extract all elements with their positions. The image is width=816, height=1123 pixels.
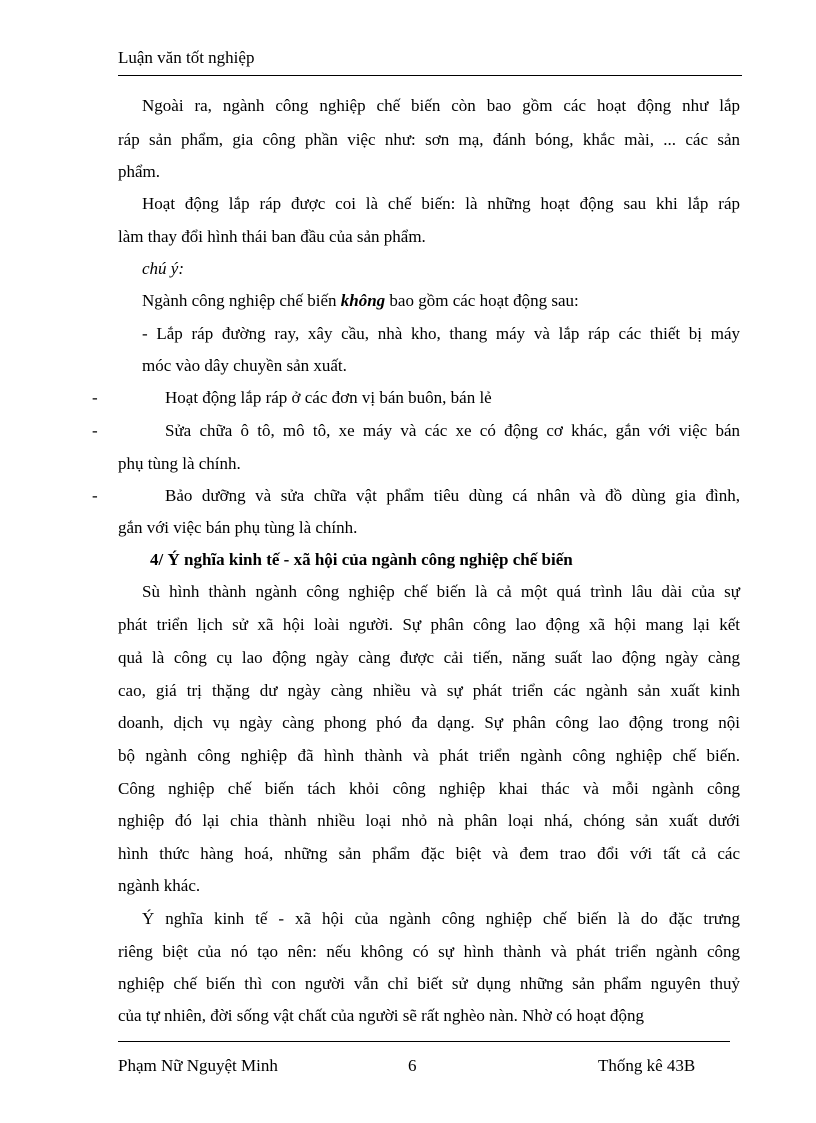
header-title: Luận văn tốt nghiệp [118, 48, 255, 67]
list-item-line: Bảo dưỡng và sửa chữa vật phẩm tiêu dùng cá nhân và đồ dùng gia đình, [165, 486, 740, 505]
paragraph-line: nghiệp đó lại chia thành nhiều loại nhỏ nà phân loại nhá, chóng sản xuất dưới [118, 811, 740, 830]
paragraph-line: doanh, dịch vụ ngày càng phong phó đa dạng. Sự phân công lao động trong nội [118, 713, 740, 732]
dash-bullet: - [92, 388, 98, 407]
paragraph-line: ngành khác. [118, 876, 201, 895]
paragraph-line: Hoạt động lắp ráp được coi là chế biến: là những hoạt động sau khi lắp ráp [142, 194, 740, 213]
list-item-line: - Lắp ráp đường ray, xây cầu, nhà kho, thang máy và lắp ráp các thiết bị máy [142, 324, 740, 343]
paragraph-line: nghiệp chế biến thì con người vẫn chỉ biết sử dụng những sản phẩm nguyên thuỷ [118, 974, 740, 993]
paragraph-line: Sù hình thành ngành công nghiệp chế biến là cả một quá trình lâu dài của sự [142, 582, 740, 601]
list-item-line: Sửa chữa ô tô, mô tô, xe máy và các xe có động cơ khác, gắn với việc bán [165, 421, 740, 440]
note-emphasis: không [340, 291, 386, 310]
paragraph-line: ráp sản phẩm, gia công phần việc như: sơn mạ, đánh bóng, khắc mài, ... các sản [118, 130, 740, 149]
paragraph-line: của tự nhiên, đời sống vật chất của người sẽ rất nghèo nàn. Nhờ có hoạt động [118, 1006, 644, 1025]
dash-bullet: - [92, 421, 98, 440]
dash-bullet: - [92, 486, 98, 505]
page-number: 6 [408, 1056, 417, 1075]
section-heading: 4/ Ý nghĩa kinh tế - xã hội của ngành công nghiệp chế biến [150, 550, 573, 569]
note-intro-before: Ngành công nghiệp chế biến [142, 291, 341, 310]
list-item-line: gắn với việc bán phụ tùng là chính. [118, 518, 358, 537]
footer-author: Phạm Nữ Nguyệt Minh [118, 1056, 278, 1075]
footer-class: Thống kê 43B [598, 1056, 696, 1075]
paragraph-line: riêng biệt của nó tạo nên: nếu không có sự hình thành và phát triển ngành công [118, 942, 740, 961]
paragraph-line: Công nghiệp chế biến tách khỏi công nghiệp khai thác và mỗi ngành công [118, 779, 740, 798]
paragraph-line: Ý nghĩa kinh tế - xã hội của ngành công nghiệp chế biến là do đặc trưng [142, 909, 740, 928]
list-item-line: phụ tùng là chính. [118, 454, 241, 473]
note-intro [142, 291, 579, 311]
list-item-line: Hoạt động lắp ráp ở các đơn vị bán buôn, bán lẻ [165, 388, 492, 407]
paragraph-line: Ngoài ra, ngành công nghiệp chế biến còn bao gồm các hoạt động như lắp [142, 96, 740, 115]
footer-rule [118, 1041, 730, 1042]
paragraph-line: quả là công cụ lao động ngày càng được cải tiến, năng suất lao động ngày càng [118, 648, 740, 667]
list-item-line: móc vào dây chuyền sản xuất. [142, 356, 347, 375]
paragraph-line: bộ ngành công nghiệp đã hình thành và phát triển ngành công nghiệp chế biến. [118, 746, 740, 765]
note-label: chú ý: [142, 259, 185, 278]
paragraph-line: cao, giá trị thặng dư ngày càng nhiều và sự phát triển các ngành sản xuất kinh [118, 681, 740, 700]
paragraph-line: hình thức hàng hoá, những sản phẩm đặc biệt và đem trao đổi với tất cả các [118, 844, 740, 863]
paragraph-line: phát triển lịch sử xã hội loài người. Sự phân công lao động xã hội mang lại kết [118, 615, 740, 634]
header-rule [118, 75, 742, 76]
note-intro-after: bao gồm các hoạt động sau: [385, 291, 579, 310]
paragraph-line: làm thay đổi hình thái ban đầu của sản phẩm. [118, 227, 426, 246]
paragraph-line: phẩm. [118, 162, 161, 181]
